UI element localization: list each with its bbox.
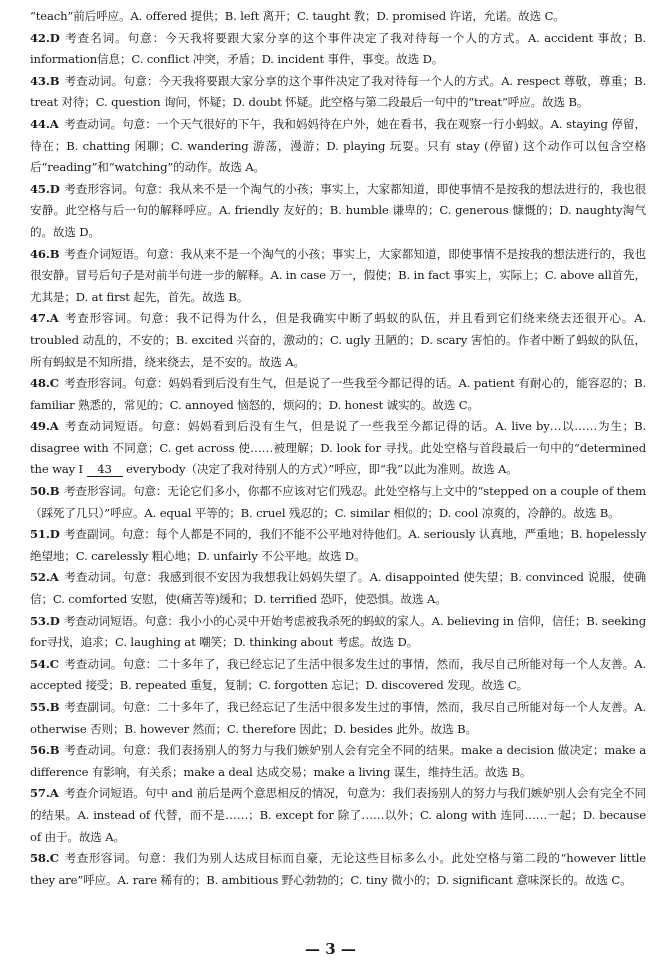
answer-letter: A: [49, 786, 59, 801]
answer-letter: B: [49, 246, 60, 261]
answer-item: [30, 114, 646, 179]
answer-item: [30, 481, 646, 524]
answer-item: [30, 71, 646, 114]
question-number: 43.B: [30, 73, 60, 88]
explanation-text: 考查形容词。句意：无论它们多小，你都不应该对它们残忍。此处空格与上文中的“stepped on a couple of them（踩死了几只）”呼应。A. equal 平等的；B. cruel 残忍的；C. similar 相似的；D. cool 凉爽的，冷静的。故选 B。: [30, 484, 646, 520]
answer-letter: B: [49, 484, 60, 499]
answer-item: [30, 848, 646, 891]
answer-item: [30, 308, 646, 373]
answer-letter: D: [49, 527, 60, 542]
explanation-text: 考查介词短语。句中 and 前后是两个意思相反的情况，句意为：我们表扬别人的努力与我们嫉妒别人会有完全不同的结果。A. instead of 代替，而不是……；B. except for 除了……以外；C. along with 连同……一起；D. because of 由于。故选 A。: [30, 786, 646, 844]
answer-item: [30, 28, 646, 71]
question-number: 56.B: [30, 743, 60, 758]
answer-explanations: [30, 28, 646, 892]
answer-item: [30, 783, 646, 848]
explanation-text: everybody（决定了我对待别人的方式）”呼应，即“我”以此为准则。故选 A。: [122, 462, 518, 477]
answer-letter: A: [49, 419, 59, 434]
answer-letter: A: [49, 570, 59, 585]
blank-number: 43: [87, 462, 123, 477]
explanation-text: 考查副词。句意：二十多年了，我已经忘记了生活中很多发生过的事情，然而，我尽自己所能对每一个人友善。A. otherwise 否则；B. however 然而；C. therefore 因此；D. besides 此外。故选 B。: [30, 700, 646, 736]
question-number: 44.A: [30, 116, 59, 131]
explanation-text: 考查动词。句意：二十多年了，我已经忘记了生活中很多发生过的事情，然而，我尽自己所能对每一个人友善。A. accepted 接受；B. repeated 重复，复制；C. forgotten 忘记；D. discovered 发现。故选 C。: [30, 656, 646, 693]
explanation-text: 考查形容词。句意：我从来不是一个淘气的小孩；事实上，大家都知道，即使事情不是按我的想法进行的，我也很安静。此空格与后一句的解释呼应。A. friendly 友好的；B. humble 谦卑的；C. generous 慷慨的；D. naughty淘气的。故选 D。: [30, 181, 646, 239]
explanation-text: 考查动词。句意：今天我将要跟大家分享的这个事件决定了我对待每一个人的方式。A. respect 尊敬，尊重；B. treat 对待；C. question 询问，怀疑；D. doubt 怀疑。此空格与第二段最后一句中的“treat”呼应。故选 B。: [30, 73, 646, 110]
explanation-text: 考查动词。句意：我们表扬别人的努力与我们嫉妒别人会有完全不同的结果。make a decision 做决定；make a difference 有影响，有关系；make a deal 达成交易；make a living 谋生，维持生活。故选 B。: [30, 743, 646, 779]
question-number: 51.D: [30, 527, 60, 542]
answer-letter: A: [49, 116, 59, 131]
explanation-text: 考查介词短语。句意：我从来不是一个淘气的小孩；事实上，大家都知道，即使事情不是按我的想法进行的，我也很安静。冒号后句子是对前半句进一步的解释。A. in case 万一，假使；B. in fact 事实上，实际上；C. above all首先，尤其是；D. at first 起先，首先。故选 B。: [30, 246, 646, 304]
answer-item: [30, 373, 646, 416]
explanation-text: 考查形容词。句意：我不记得为什么，但是我确实中断了蚂蚁的队伍，并且看到它们绕来绕去还很开心。A. troubled 动乱的，不安的；B. excited 兴奋的，激动的；C. ugly 丑陋的；D. scary 害怕的。作者中断了蚂蚁的队伍，所有蚂蚁是不知所措，绕来绕去，是不安的。故选 A。: [30, 311, 646, 369]
document-body: [30, 6, 646, 891]
answer-item: [30, 244, 646, 309]
answer-letter: D: [49, 30, 60, 45]
answer-letter: A: [49, 311, 59, 326]
page-number: — 3 —: [305, 940, 356, 958]
answer-letter: B: [49, 743, 60, 758]
explanation-text: 考查动词。句意：我感到很不安因为我想我让妈妈失望了。A. disappointed 使失望；B. convinced 说服，使确信；C. comforted 安慰，使(痛苦等)缓和；D. terrified 恐吓，使恐惧。故选 A。: [30, 570, 646, 607]
answer-letter: C: [49, 851, 59, 866]
answer-letter: B: [49, 73, 60, 88]
question-number: 58.C: [30, 851, 59, 866]
explanation-text: 考查动词短语。句意：妈妈看到后没有生气，但是说了一些我至今都记得的话。A. live by…以……为生；B. disagree with 不同意；C. get across 使……被理解；D. look for 寻找。此处空格与首段最后一句中的“determined the way I: [30, 419, 646, 477]
question-number: 53.D: [30, 613, 60, 628]
answer-item: [30, 740, 646, 783]
question-number: 47.A: [30, 311, 59, 326]
answer-item: [30, 179, 646, 244]
question-number: 55.B: [30, 700, 60, 714]
question-number: 46.B: [30, 246, 60, 261]
answer-item: [30, 611, 646, 654]
explanation-text: 考查形容词。句意：妈妈看到后没有生气，但是说了一些我至今都记得的话。A. patient 有耐心的，能容忍的；B. familiar 熟悉的，常见的；C. annoyed 恼怒的，烦闷的；D. honest 诚实的。故选 C。: [30, 376, 646, 412]
answer-letter: C: [49, 656, 59, 671]
question-number: 48.C: [30, 376, 59, 391]
explanation-text: 考查动词。句意：一个天气很好的下午，我和妈妈待在户外，她在看书，我在观察一行小蚂蚁。A. staying 停留，待在；B. chatting 闲聊；C. wandering 游荡，漫游；D. playing 玩耍。只有 stay (停留) 这个动作可以包含空格后“reading”和“watching”的动作。故选 A。: [30, 116, 646, 175]
explanation-text: 考查名词。句意：今天我将要跟大家分享的这个事件决定了我对待每一个人的方式。A. accident 事故；B. information信息；C. conflict 冲突，矛盾；D. incident 事件，事变。故选 D。: [30, 30, 646, 67]
question-number: 57.A: [30, 786, 59, 801]
answer-item: [30, 567, 646, 610]
explanation-text: 考查副词。句意：每个人都是不同的，我们不能不公平地对待他们。A. seriously 认真地，严重地；B. hopelessly绝望地；C. carelessly 粗心地；D. unfairly 不公平地。故选 D。: [30, 527, 646, 563]
continuation-line: “teach”前后呼应。A. offered 提供；B. left 离开；C. taught 教；D. promised 许诺，允诺。故选 C。: [30, 9, 565, 23]
question-number: 50.B: [30, 484, 60, 499]
question-number: 45.D: [30, 181, 60, 196]
question-number: 52.A: [30, 570, 59, 585]
answer-letter: D: [49, 613, 60, 628]
answer-letter: C: [49, 376, 59, 391]
answer-item: [30, 416, 646, 481]
explanation-text: 考查动词短语。句意：我小小的心灵中开始考虑被我杀死的蚂蚁的家人。A. believing in 信仰，信任；B. seeking for寻找，追求；C. laughing at 嘲笑；D. thinking about 考虑。故选 D。: [30, 613, 646, 650]
question-number: 49.A: [30, 419, 59, 434]
question-number: 42.D: [30, 30, 60, 45]
question-number: 54.C: [30, 656, 59, 671]
answer-item: [30, 654, 646, 697]
answer-item: [30, 697, 646, 740]
explanation-text: 考查形容词。句意：我们为别人达成目标而自豪，无论这些目标多么小。此处空格与第二段的“however little they are”呼应。A. rare 稀有的；B. ambitious 野心勃勃的；C. tiny 微小的；D. significant 意味深长的。故选 C。: [30, 851, 646, 887]
answer-letter: B: [49, 700, 60, 714]
answer-letter: D: [49, 181, 60, 196]
answer-item: [30, 524, 646, 567]
